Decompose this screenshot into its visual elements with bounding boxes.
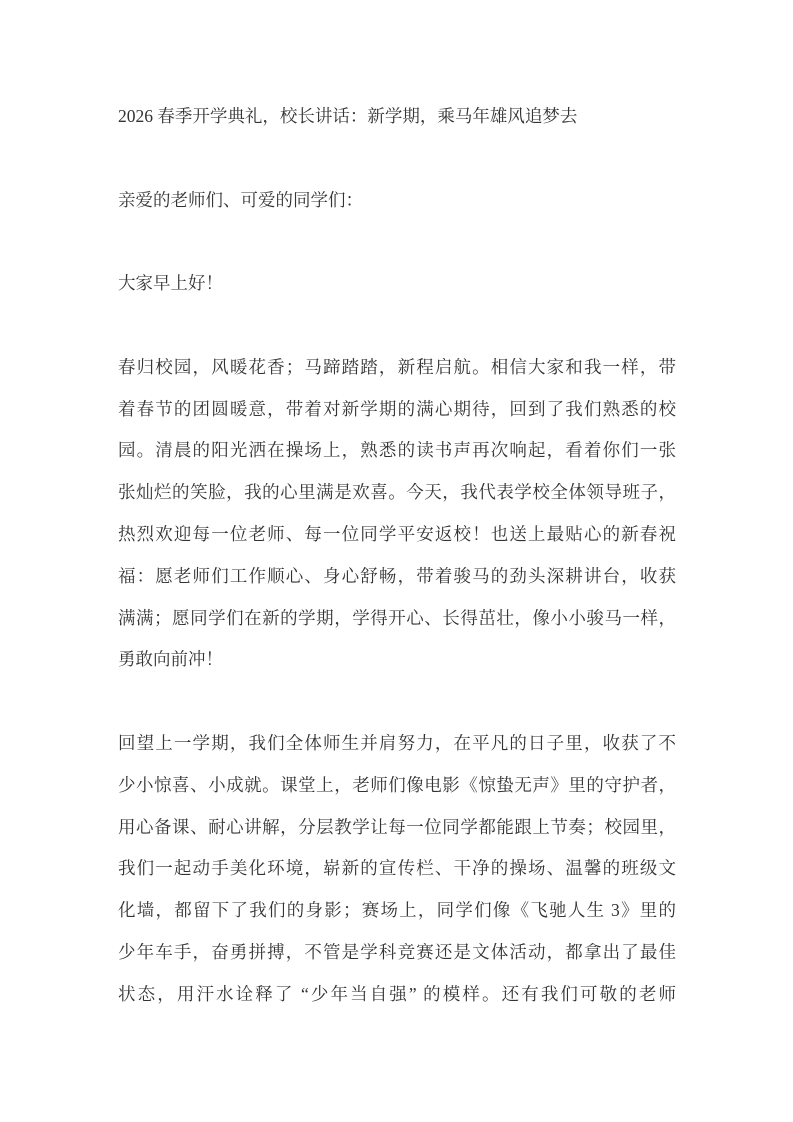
text-line: 勇敢向前冲！: [118, 649, 223, 670]
text-line: 大家早上好！: [118, 273, 223, 294]
text-line: 张灿烂的笑脸，我的心里满是欢喜。今天，我代表学校全体领导班子，: [118, 482, 676, 503]
text-line: 园。清晨的阳光洒在操场上，熟悉的读书声再次响起，看着你们一张: [118, 440, 676, 461]
text-line: 用心备课、耐心讲解，分层教学让每一位同学都能跟上节奏；校园里，: [118, 816, 676, 837]
text-line: 福：愿老师们工作顺心、身心舒畅，带着骏马的劲头深耕讲台，收获: [118, 565, 676, 586]
paragraph: [118, 263, 676, 305]
text-line: 我们一起动手美化环境，崭新的宣传栏、干净的操场、温馨的班级文: [118, 858, 676, 879]
paragraph: [118, 180, 676, 222]
text-line: 化墙，都留下了我们的身影；赛场上，同学们像《飞驰人生 3》里的: [118, 900, 676, 921]
text-line: 春归校园，风暖花香；马蹄踏踏，新程启航。相信大家和我一样，带: [118, 356, 676, 377]
paragraph: [118, 723, 676, 1016]
text-line: 少小惊喜、小成就。课堂上，老师们像电影《惊蛰无声》里的守护者，: [118, 774, 676, 795]
text-line: 着春节的团圆暖意，带着对新学期的满心期待，回到了我们熟悉的校: [118, 398, 676, 419]
text-line: 亲爱的老师们、可爱的同学们：: [118, 189, 363, 210]
paragraph: [118, 347, 676, 681]
text-line: 少年车手，奋勇拼搏，不管是学科竞赛还是文体活动，都拿出了最佳: [118, 941, 676, 962]
text-line: 热烈欢迎每一位老师、每一位同学平安返校！也送上最贴心的新春祝: [118, 523, 676, 544]
text-line: 回望上一学期，我们全体师生并肩努力，在平凡的日子里，收获了不: [118, 732, 676, 753]
paragraphs: [118, 180, 676, 1016]
text-line: 状态，用汗水诠释了 “少年当自强” 的模样。还有我们可敬的老师: [118, 983, 676, 1004]
document-title: 2026 春季开学典礼，校长讲话：新学期，乘马年雄风追梦去: [118, 106, 578, 126]
text-line: 满满；愿同学们在新的学期，学得开心、长得茁壮，像小小骏马一样，: [118, 607, 676, 628]
